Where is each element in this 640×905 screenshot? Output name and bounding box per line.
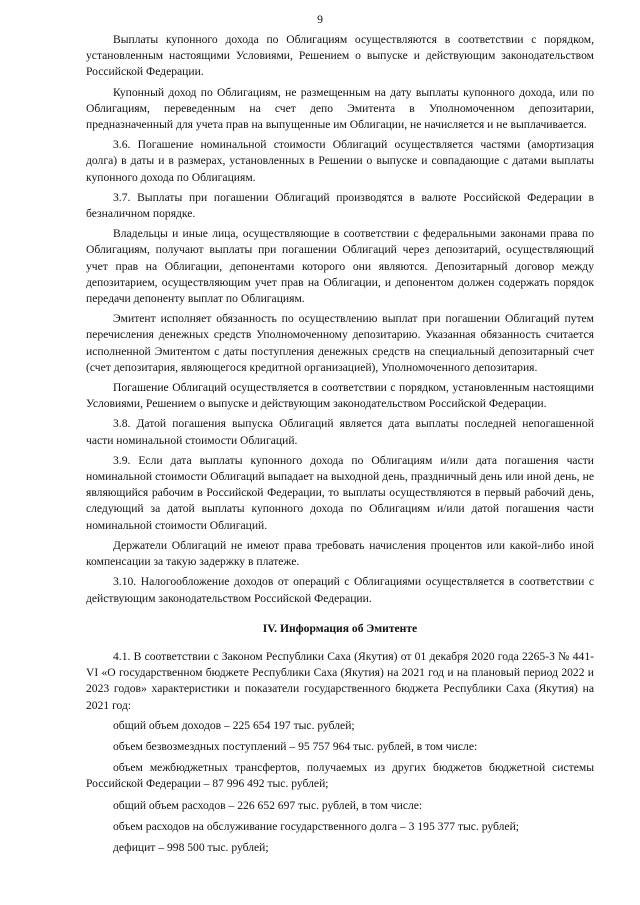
paragraph-issuer-obligation: Эмитент исполняет обязанность по осуществлению выплат при погашении Облигаций путем перечисления денежных средств Уполномоченному депозитарию. Указанная обязанность считается исполненной Эмитентом с даты поступления денежных средств на специальный депозитарный счет (счет депозитария, являющегося кредитной организацией), Уполномоченного депозитария. <box>86 312 594 374</box>
document-body <box>86 32 594 861</box>
budget-item-revenue: общий объем доходов – 225 654 197 тыс. рублей; <box>113 718 355 732</box>
paragraph-4-1: 4.1. В соответствии с Законом Республики Саха (Якутия) от 01 декабря 2020 года 2265-З № 441-VI «О государственном бюджете Республики Саха (Якутия) на 2021 год и на плановый период 2022 и 2023 годов» характеристики и показатели государственного бюджета Республики Саха (Якутия) на 2021 год: <box>86 649 594 712</box>
paragraph-coupon-payments: Выплаты купонного дохода по Облигациям осуществляются в соответствии с порядком, установленным настоящими Условиями, Решением о выпуске и действующим законодательством Российской Федерации. <box>86 33 594 79</box>
budget-item-debt-service: объем расходов на обслуживание государственного долга – 3 195 377 тыс. рублей; <box>113 819 519 833</box>
paragraph-3-10: 3.10. Налогообложение доходов от операций с Облигациями осуществляется в соответствии с действующим законодательством Российской Федерации. <box>86 575 594 605</box>
paragraph-3-9: 3.9. Если дата выплаты купонного дохода по Облигациям и/или дата погашения части номинальной стоимости Облигаций выпадает на выходной день, праздничный день или иной день, не являющийся рабочим в Российской Федерации, то выплаты осуществляются в первый рабочий день, следующий за датой выплаты купонного дохода по Облигациям и/или датой погашения части номинальной стоимости Облигаций. <box>86 453 594 532</box>
paragraph-holders-payments: Владельцы и иные лица, осуществляющие в соответствии с федеральными законами права по Облигациям, получают выплаты при погашении Облигаций через депозитарий, осуществляющий учет прав на Облигации, депонентами которого они являются. Депозитарный договор между депозитарием, осуществляющим учет прав на Облигации, и депонентом должен содержать порядок передачи депоненту выплат по Облигациям. <box>86 227 594 306</box>
paragraph-3-7: 3.7. Выплаты при погашении Облигаций производятся в валюте Российской Федерации в безналичном порядке. <box>86 190 594 221</box>
budget-item-transfers: объем межбюджетных трансфертов, получаемых из других бюджетов бюджетной системы Российской Федерации – 87 996 492 тыс. рублей; <box>86 761 594 791</box>
paragraph-3-8: 3.8. Датой погашения выпуска Облигаций является дата выплаты последней непогашенной части номинальной стоимости Облигаций. <box>86 417 594 447</box>
page-number: 9 <box>317 13 323 26</box>
paragraph-coupon-not-accrued: Купонный доход по Облигациям, не размещенным на дату выплаты купонного дохода, или по Облигациям, переведенным на счет депо Эмитента в Уполномоченном депозитарии, предназначенный для учета прав на выпущенные им Облигации, не начисляется и не выплачивается. <box>86 85 594 132</box>
paragraph-3-6: 3.6. Погашение номинальной стоимости Облигаций осуществляется частями (амортизация долга) в даты и в размерах, установленных в Решении о выпуске и совпадающие с датами выплаты купонного дохода по Облигациям. <box>86 138 594 184</box>
budget-item-deficit: дефицит – 998 500 тыс. рублей; <box>113 840 269 854</box>
budget-item-grants: объем безвозмездных поступлений – 95 757 964 тыс. рублей, в том числе: <box>113 739 478 753</box>
budget-item-expenses: общий объем расходов – 226 652 697 тыс. рублей, в том числе: <box>113 798 423 812</box>
paragraph-no-interest: Держатели Облигаций не имеют права требовать начисления процентов или какой-либо иной компенсации за такую задержку в платеже. <box>86 538 594 569</box>
section-heading: IV. Информация об Эмитенте <box>262 621 418 635</box>
paragraph-redemption-procedure: Погашение Облигаций осуществляется в соответствии с порядком, установленным настоящими Условиями, Решением о выпуске и действующим законодательством Российской Федерации. <box>86 381 594 411</box>
budget-list <box>86 718 594 856</box>
